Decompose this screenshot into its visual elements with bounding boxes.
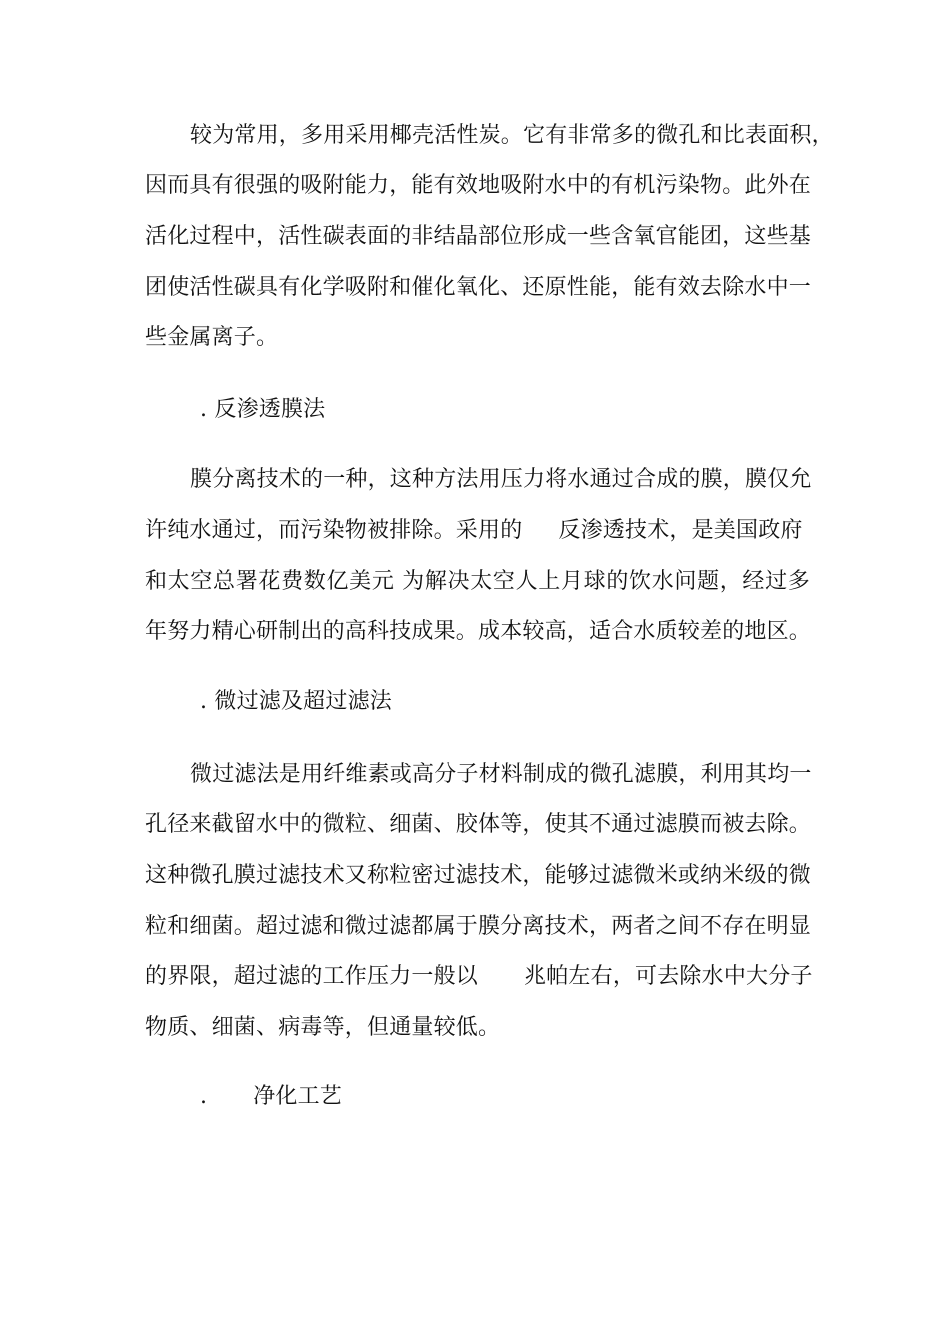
paragraph-line: 微过滤法是用纤维素或高分子材料制成的微孔滤膜，利用其均一 — [190, 762, 812, 787]
paragraph-line — [145, 962, 813, 992]
paragraph-line — [145, 516, 810, 546]
paragraph-line: 年努力精心研制出的高科技成果。成本较高，适合水质较差的地区。 — [145, 619, 812, 644]
section-heading-purification-process — [200, 1082, 600, 1112]
paragraph-line: 因而具有很强的吸附能力，能有效地吸附水中的有机污染物。此外在 — [145, 173, 812, 198]
text-fragment: 兆帕左右，可去除水中大分子 — [524, 964, 813, 989]
paragraph-line: 些金属离子。 — [145, 325, 279, 350]
section-heading-microfiltration: . 微过滤及超过滤法 — [200, 689, 392, 714]
paragraph-line: 这种微孔膜过滤技术又称粒密过滤技术，能够过滤微米或纳米级的微 — [145, 863, 812, 888]
paragraph-line: 膜分离技术的一种，这种方法用压力将水通过合成的膜，膜仅允 — [190, 467, 812, 492]
text-fragment: 的界限，超过滤的工作压力一般以 — [145, 964, 479, 989]
text-fragment: 反渗透技术，是美国政府 — [558, 518, 803, 543]
section-heading-reverse-osmosis: . 反渗透膜法 — [200, 397, 326, 422]
paragraph-line: 团使活性碳具有化学吸附和催化氧化、还原性能，能有效去除水中一 — [145, 275, 812, 300]
heading-text: 净化工艺 — [253, 1084, 343, 1109]
paragraph-line: 物质、细菌、病毒等，但通量较低。 — [145, 1015, 501, 1040]
paragraph-line: 孔径来截留水中的微粒、细菌、胶体等，使其不通过滤膜而被去除。 — [145, 812, 812, 837]
paragraph-line: 和太空总署花费数亿美元 为解决太空人上月球的饮水问题，经过多 — [145, 569, 810, 594]
heading-dot: . — [200, 1084, 208, 1109]
text-fragment: 许纯水通过，而污染物被排除。采用的 — [145, 518, 523, 543]
paragraph-line: 粒和细菌。超过滤和微过滤都属于膜分离技术，两者之间不存在明显 — [145, 914, 812, 939]
paragraph-line: 较为常用，多用采用椰壳活性炭。它有非常多的微孔和比表面积， — [190, 123, 834, 148]
paragraph-line: 活化过程中，活性碳表面的非结晶部位形成一些含氧官能团，这些基 — [145, 224, 812, 249]
